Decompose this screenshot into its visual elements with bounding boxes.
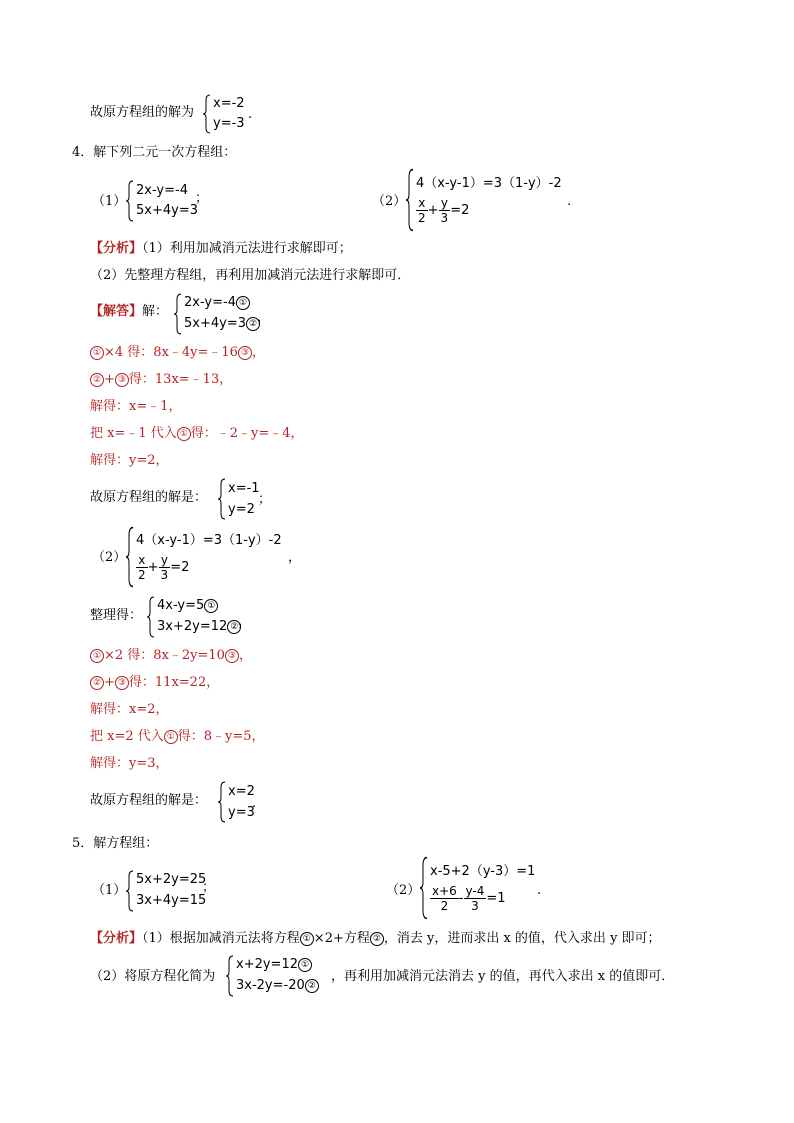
q4-step5: 解得：y=2， [90,453,169,468]
brace-icon [147,596,155,638]
q4-tidy-suffix: ， [238,614,252,629]
q4-p1-system [126,180,209,222]
q4-step3: 解得：x=﹣1， [90,399,182,414]
q4-tidy-eq1: 4x-y=5 ① [157,598,218,613]
prev-suffix: . [248,107,253,122]
q4-step2: ② + ③ 得：13x=﹣13， [90,371,232,389]
q5-p1-eq1: 5x+2y=25 [136,872,207,887]
q4-res2-system [218,781,268,823]
q5-analysis-2-pre: （2）将原方程化简为 [90,969,216,984]
q4-res2-eq2: y=3 [228,805,255,820]
q4-tidy-text: 整理得： [90,608,143,623]
prev-result-system [203,94,263,134]
q5-analysis-eq1: x+2y=12 ① [236,957,312,972]
brace-icon [218,478,226,520]
q4-t1: ① ×2 得：8x﹣2y=10 ③ ， [90,647,252,665]
q4-step1: ① ×4 得：8x﹣4y=﹣16 ③ ， [90,344,265,362]
q4-res2-suffix: . [252,796,257,811]
q4-p2-eq2: $\frac{x}{2}$ + $\frac{y}{3}$ =2 [418,196,470,225]
q4-p1-suffix: ； [195,191,209,206]
q4-a1-eq1: 2x-y=-4 ① [184,295,250,310]
q4-step4: 把 x=﹣1 代入 ① 得：﹣2﹣y=﹣4， [90,426,304,441]
q4-p2-label: （2） [372,194,407,209]
q5-p2-suffix: . [537,883,542,898]
q4-p1-eq1: 2x-y=-4 [136,183,188,198]
q4-t3: 解得：x=2， [90,702,169,717]
q5-p2-label: （2） [386,883,421,898]
q4-t2: ② + ③ 得：11x=22， [90,674,219,692]
prev-eq2: y=-3 [213,116,245,131]
brace-icon [126,180,134,222]
q4-t5: 解得：y=3， [90,756,169,771]
q4-t4: 把 x=2 代入 ① 得：8﹣y=5， [90,729,265,744]
brace-icon [174,293,182,335]
q5-p2-eq1: x-5+2（y-3）=1 [430,864,536,879]
q4-title: 4．解下列二元一次方程组： [72,145,237,160]
q4-p1-eq2: 5x+4y=3 [136,203,198,218]
brace-icon [126,870,134,912]
q4-b-suffix: ， [288,550,302,565]
q4-p2-system [406,168,586,232]
brace-icon [226,955,234,997]
q4-a1-eq2: 5x+4y=3 ② [184,316,260,331]
q4-answer-head: 【解答】解： [90,304,169,319]
q4-res1-eq1: x=-1 [228,481,260,496]
q5-title: 5．解方程组： [72,836,159,851]
q4-res1-suffix: ； [258,492,272,507]
q4-p2-eq1: 4（x-y-1）=3（1-y）-2 [416,176,562,191]
q4-res1-eq2: y=2 [228,502,255,517]
brace-icon [203,94,211,134]
q4-res2-text: 故原方程组的解是： [90,793,208,808]
q5-analysis-eq2: 3x-2y=-20 ② [236,978,319,993]
q4-b-system [126,526,306,588]
q5-p1-suffix: ； [202,880,216,895]
q4-b-label: （2） [92,550,127,565]
q5-analysis-1: 【分析】（1）根据加减消元法将方程 ① ×2+方程 ② ，消去 y，进而求出 x 的值，代入求出 y 即可； [90,931,661,946]
q4-a1-suffix: ， [257,310,271,325]
q4-b-eq1: 4（x-y-1）=3（1-y）-2 [136,533,282,548]
brace-icon [126,526,134,588]
q5-p2-eq2: $\frac{x+6}{2}$ - $\frac{y-4}{3}$ =1 [432,884,506,913]
q4-p1-label: （1） [92,194,127,209]
q5-analysis-system [226,955,336,997]
q5-analysis-2-post: ，再利用加减消元法消去 y 的值，再代入求出 x 的值即可． [331,969,675,984]
q4-res2-eq1: x=2 [228,784,255,799]
q5-p1-eq2: 3x+4y=15 [136,893,207,908]
brace-icon [218,781,226,823]
q4-analysis-1: 【分析】（1）利用加减消元法进行求解即可； [90,241,352,256]
brace-icon [420,856,428,920]
q4-p2-suffix: . [567,194,572,209]
prev-eq1: x=-2 [213,96,245,111]
q4-tidy-eq2: 3x+2y=12 ② [157,619,241,634]
q5-p1-label: （1） [92,883,127,898]
q4-res1-text: 故原方程组的解是： [90,490,208,505]
q4-b-eq2: $\frac{x}{2}$ + $\frac{y}{3}$ =2 [138,553,190,582]
q4-analysis-2: （2）先整理方程组，再利用加减消元法进行求解即可． [90,268,411,283]
brace-icon [406,168,414,232]
prev-result-text: 故原方程组的解为 [90,105,195,120]
